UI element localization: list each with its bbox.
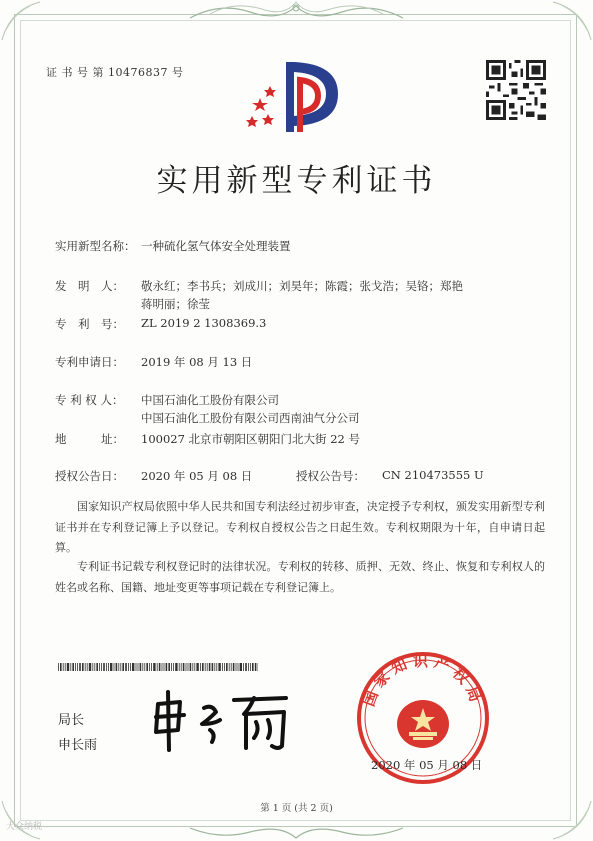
patent-office-logo-icon (242, 52, 352, 138)
watermark: 大众纳税 (6, 822, 43, 832)
certificate-number: 证 书 号 第 10476837 号 (46, 66, 184, 79)
corner-ornament-icon (0, 0, 60, 60)
certificate-title: 实用新型专利证书 (156, 163, 437, 199)
handwritten-signature-icon (150, 690, 300, 752)
grant-statement-paragraph: 国家知识产权局依照中华人民共和国专利法经过初步审查，决定授予专利权，颁发实用新型专利证书并在专利登记簿上予以登记。专利权自授权公告之日起生效。专利权期限为十年，自申请日起算。 (55, 500, 545, 554)
patentee-line-2: 中国石油化工股份有限公司西南油气分公司 (141, 411, 360, 425)
director-title: 局长 (58, 713, 85, 728)
patent-number: ZL 2019 2 1308369.3 (141, 316, 267, 330)
director-name: 申长雨 (58, 738, 98, 753)
inventor-line-1: 敬永红；李书兵；刘成川；刘昊年；陈霞；张戈浩；吴铬；郑艳 (141, 279, 463, 293)
legal-status-paragraph: 专利证书记载专利权登记时的法律状况。专利权的转移、质押、无效、终止、恢复和专利权人的姓名或名称、国籍、地址变更等事项记载在专利登记簿上。 (55, 560, 545, 594)
application-date-label: 专利申请日： (55, 355, 124, 369)
top-ornament-icon (190, 0, 403, 22)
grant-date-label: 授权公告日： (55, 469, 124, 483)
grant-number: CN 210473555 U (382, 468, 484, 482)
inventor-label: 发 明 人： (55, 279, 124, 293)
qr-code-icon (486, 60, 546, 120)
application-date: 2019 年 08 月 13 日 (141, 355, 253, 369)
corner-ornament-icon (533, 0, 593, 60)
grant-date: 2020 年 05 月 08 日 (141, 469, 253, 483)
seal-date: 2020 年 05 月 08 日 (371, 758, 483, 772)
utility-model-name: 一种硫化氢气体安全处理装置 (141, 239, 291, 253)
address-label: 地 址： (55, 432, 124, 446)
page-number: 第 1 页 (共 2 页) (260, 803, 333, 814)
patent-number-label: 专 利 号： (55, 317, 124, 331)
address: 100027 北京市朝阳区朝阳门北大街 22 号 (141, 432, 360, 446)
patentee-label: 专 利 权 人： (55, 393, 124, 407)
patentee-line-1: 中国石油化工股份有限公司 (141, 393, 279, 407)
utility-model-name-label: 实用新型名称： (55, 239, 136, 253)
bottom-ornament-icon (190, 824, 403, 841)
inventor-line-2: 蒋明丽；徐莹 (141, 297, 210, 311)
barcode-icon (58, 663, 258, 671)
grant-number-label: 授权公告号： (296, 469, 365, 483)
seal-text: 国家知识产权局 (359, 652, 487, 709)
